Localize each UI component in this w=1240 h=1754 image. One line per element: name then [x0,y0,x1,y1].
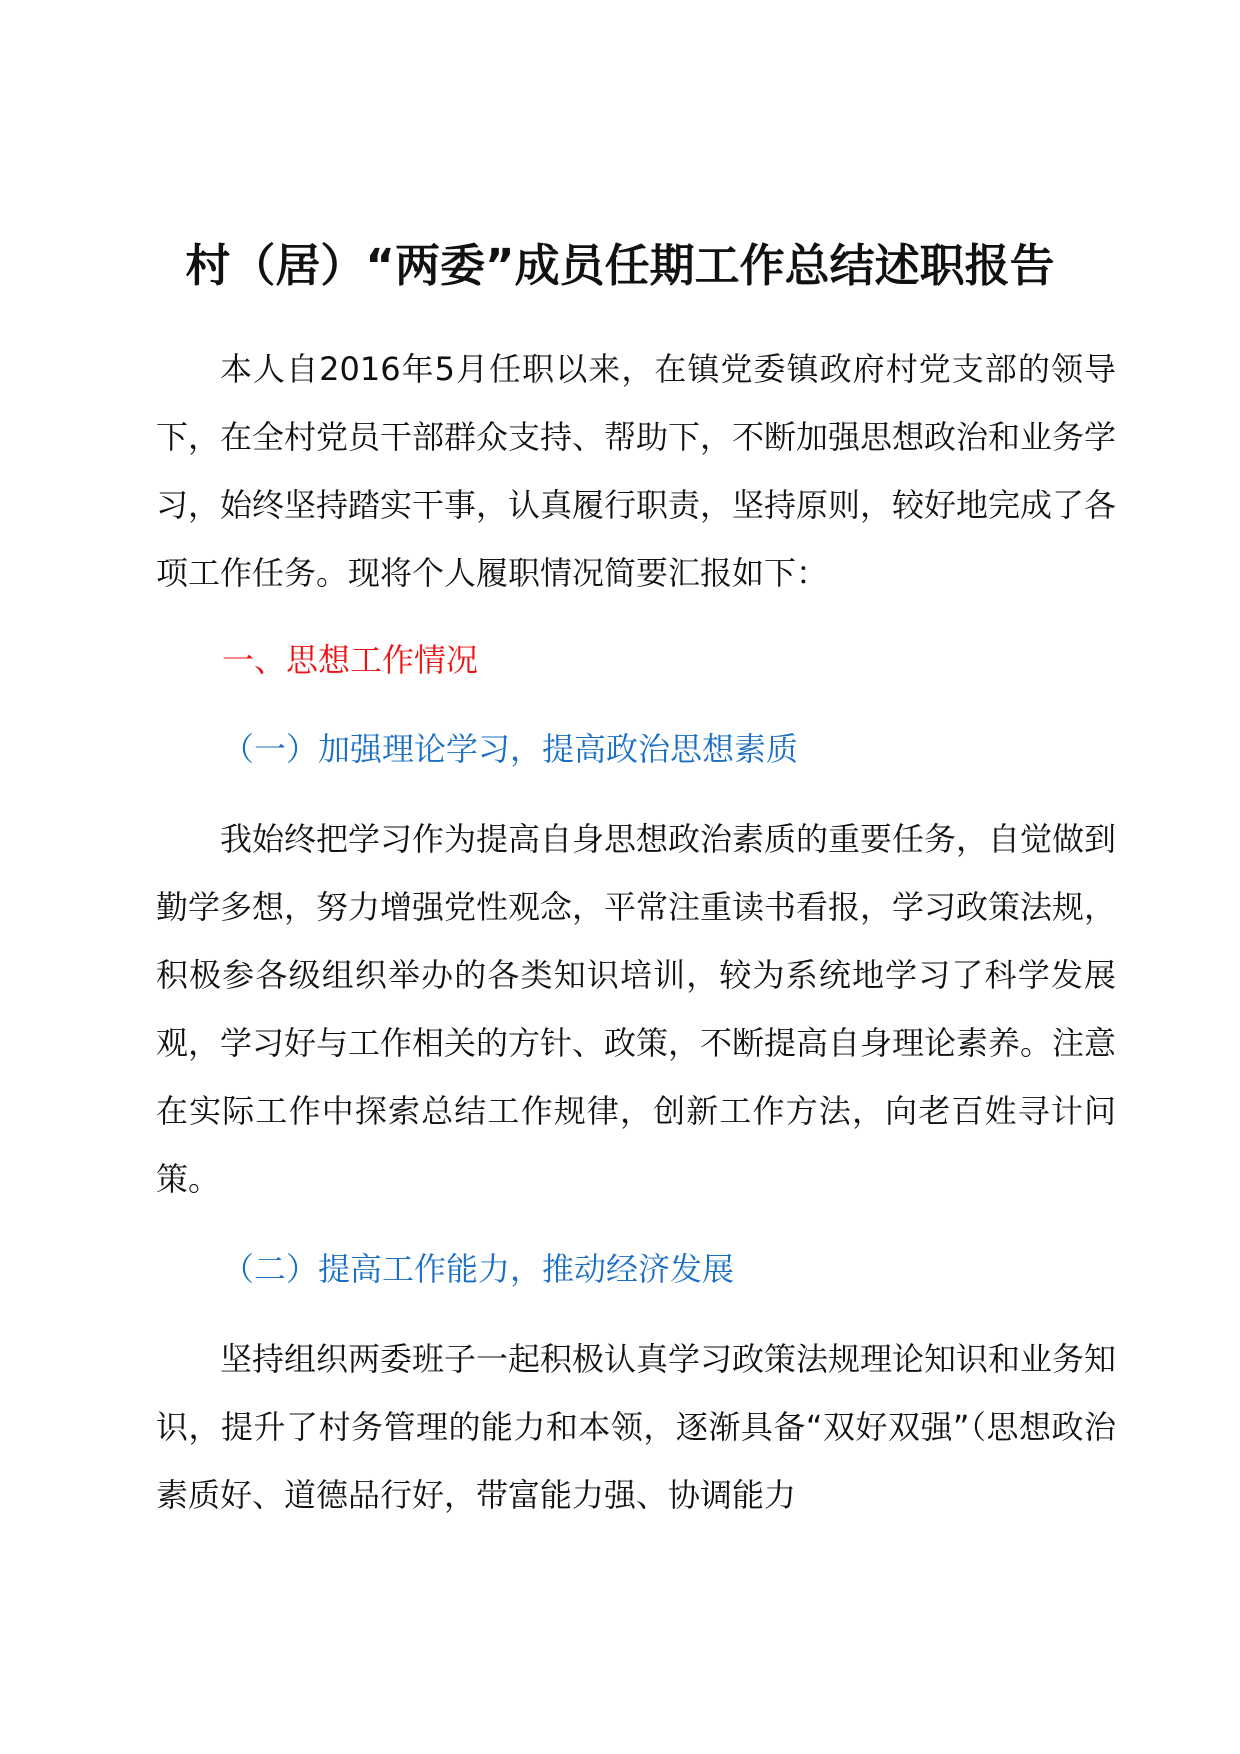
paragraph-theory-study: 我始终把学习作为提高自身思想政治素质的重要任务，自觉做到勤学多想，努力增强党性观念，平常注重读书看报，学习政策法规，积极参各级组织举办的各类知识培训，较为系统地学习了科学发展观，学习好与工作相关的方针、政策，不断提高自身理论素养。注意在实际工作中探索总结工作规律，创新工作方法，向老百姓寻计问策。 [156,820,1117,1198]
section-heading-thought-work: 一、思想工作情况 [222,641,479,679]
intro-paragraph: 本人自2016年5月任职以来，在镇党委镇政府村党支部的领导下，在全村党员干部群众支持、帮助下，不断加强思想政治和业务学习，始终坚持踏实干事，认真履行职责，坚持原则，较好地完成了各项工作任务。现将个人履职情况简要汇报如下： [156,350,1117,592]
paragraph-work-ability: 坚持组织两委班子一起积极认真学习政策法规理论知识和业务知识，提升了村务管理的能力和本领，逐渐具备“双好双强”（思想政治素质好、道德品行好，带富能力强、协调能力 [156,1340,1117,1514]
subheading-work-ability: （二）提高工作能力，推动经济发展 [222,1250,735,1288]
document-title: 村（居）“两委”成员任期工作总结述职报告 [185,239,1055,292]
subheading-theory-study: （一）加强理论学习，提高政治思想素质 [222,730,799,768]
